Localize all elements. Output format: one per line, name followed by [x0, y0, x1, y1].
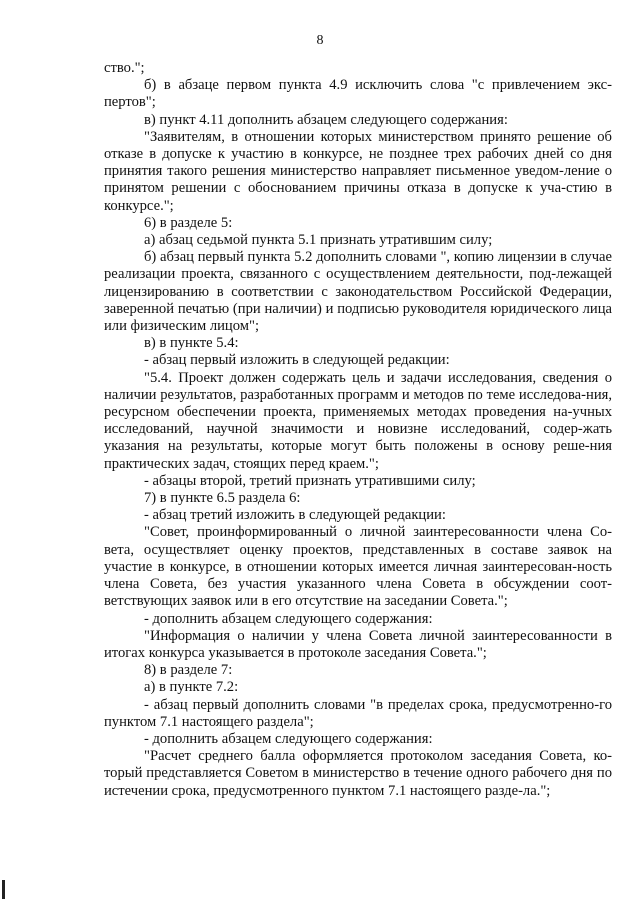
document-body	[104, 60, 612, 800]
paragraph	[104, 473, 612, 490]
paragraph-text: в) в пункте 5.4:	[144, 335, 239, 352]
paragraph-text: ство.";	[104, 60, 145, 76]
paragraph	[104, 628, 612, 662]
paragraph-text: 6) в разделе 5:	[144, 214, 233, 231]
paragraph-text: 8) в разделе 7:	[144, 662, 233, 679]
paragraph	[104, 60, 612, 77]
paragraph-text: - абзац третий изложить в следующей редакции:	[144, 507, 446, 524]
paragraph	[104, 232, 612, 249]
paragraph-text: б) в абзаце первом пункта 4.9 исключить слова "с привлечением экс-пертов";	[104, 77, 612, 111]
paragraph	[104, 748, 612, 800]
scan-edge-mark	[2, 880, 5, 899]
paragraph	[104, 112, 612, 129]
paragraph-text: б) абзац первый пункта 5.2 дополнить словами ", копию лицензии в случае реализации проекта, связанного с осуществлением деятельности, под-лежащей лицензированию в соответствии с законодательством Российской Федерации, заверенной печатью (при наличии) и подписью руководителя юридического лица или физическим лицом";	[104, 249, 612, 335]
paragraph-text: - абзац первый изложить в следующей редакции:	[144, 352, 450, 369]
paragraph-text: "Расчет среднего балла оформляется протоколом заседания Совета, ко-торый представляется Советом в министерство в течение одного рабочего дня по истечении срока, предусмотренного пунктом 7.1 настоящего разде-ла.";	[104, 748, 612, 799]
paragraph-text: в) пункт 4.11 дополнить абзацем следующего содержания:	[144, 111, 508, 128]
paragraph	[104, 490, 612, 507]
paragraph	[104, 697, 612, 731]
paragraph-text: "Информация о наличии у члена Совета личной заинтересованности в итогах конкурса указывается в протоколе заседания Совета.";	[104, 627, 612, 661]
paragraph	[104, 507, 612, 524]
paragraph-text: - абзацы второй, третий признать утратившими силу;	[144, 472, 476, 489]
paragraph	[104, 370, 612, 473]
paragraph-text: "Заявителям, в отношении которых министерством принято решение об отказе в допуске к участию в конкурсе, не позднее трех рабочих дней со дня принятия такого решения министерство направляет письменное уведом-ление о принятом решении с обоснованием причины отказа в допуске к уча-стию в конкурсе.";	[104, 128, 612, 214]
paragraph-text: а) абзац седьмой пункта 5.1 признать утратившим силу;	[144, 232, 493, 249]
paragraph	[104, 611, 612, 628]
paragraph-text: - дополнить абзацем следующего содержания:	[144, 730, 433, 747]
paragraph-text: "Совет, проинформированный о личной заинтересованности члена Со-вета, осуществляет оценку проектов, представленных в составе заявок на участие в конкурсе, в отношении которых имеется личная заинтересован-ность члена Совета, без участия указанного члена Совета в обсуждении соот-ветствующих заявок или в его отсутствие на заседании Совета.";	[104, 524, 612, 610]
paragraph-text: - абзац первый дополнить словами "в пределах срока, предусмотренно-го пунктом 7.1 настоящего раздела";	[104, 696, 612, 730]
paragraph	[104, 249, 612, 335]
paragraph	[104, 77, 612, 111]
paragraph	[104, 129, 612, 215]
paragraph-text: а) в пункте 7.2:	[144, 679, 239, 696]
paragraph-text: - дополнить абзацем следующего содержания:	[144, 610, 433, 627]
paragraph	[104, 679, 612, 696]
paragraph	[104, 215, 612, 232]
paragraph	[104, 524, 612, 610]
paragraph	[104, 352, 612, 369]
paragraph-text: 7) в пункте 6.5 раздела 6:	[144, 490, 301, 507]
page-number: 8	[316, 33, 324, 48]
paragraph	[104, 731, 612, 748]
paragraph	[104, 335, 612, 352]
paragraph-text: "5.4. Проект должен содержать цель и задачи исследования, сведения о наличии результатов, разработанных программ и методов по теме исследова-ния, ресурсном обеспечении проекта, применяемых методах проведения на-учных исследований, научной значимости и новизне исследований, содер-жать указания на результаты, которые могут быть положены в основу реше-ния практических задач, стоящих перед краем.";	[104, 369, 612, 472]
paragraph	[104, 662, 612, 679]
